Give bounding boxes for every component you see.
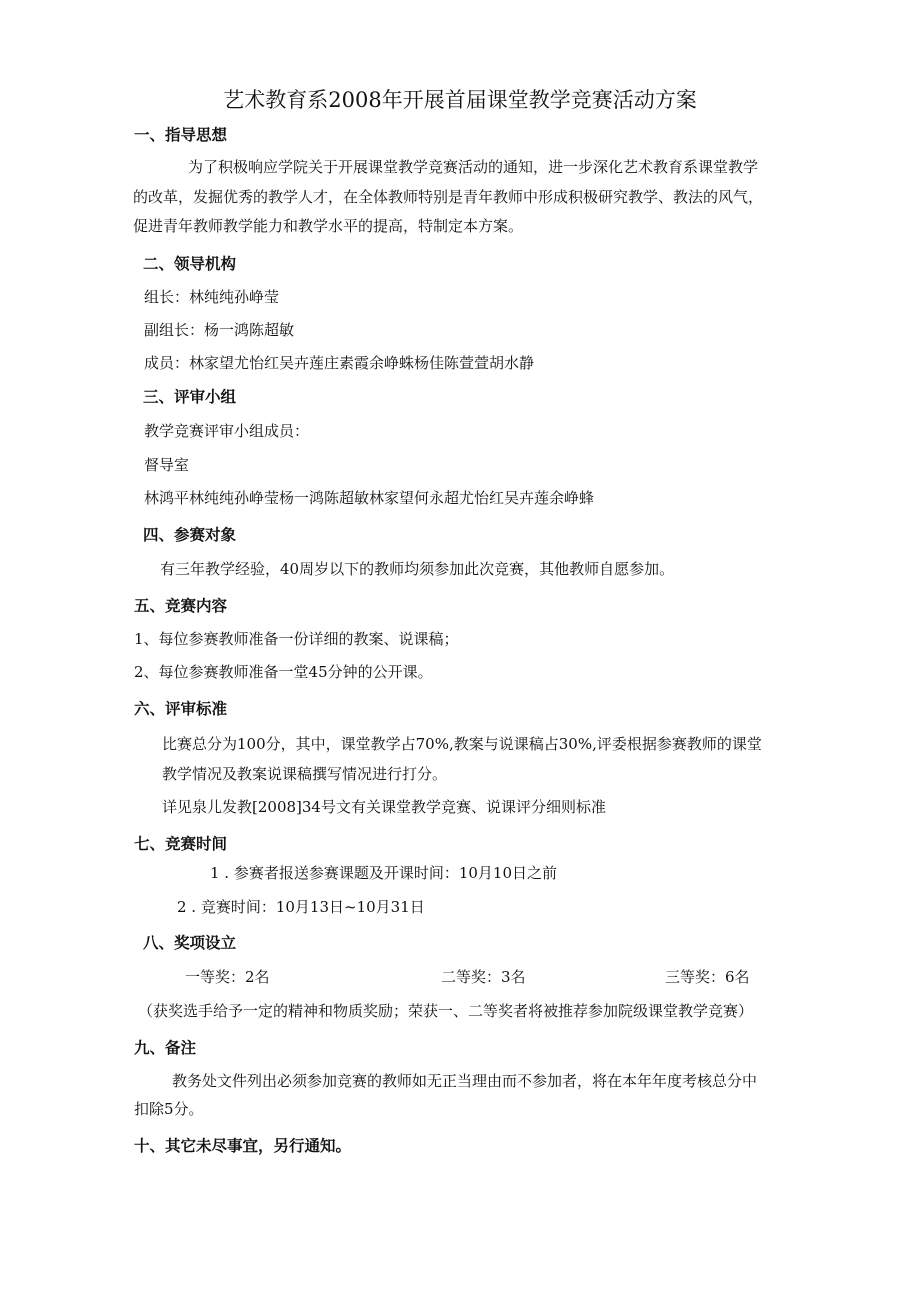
deputy-leader-line: 副组长：杨一鸿陈超敏: [144, 321, 295, 339]
section-heading-remarks: 九、备注: [134, 1039, 197, 1057]
paragraph-line: 为了积极响应学院关于开展课堂教学竞赛活动的通知，进一步深化艺术教育系课堂教学: [188, 158, 759, 176]
members-line: 成员：林家望尤怡红吴卉莲庄素霞余峥蛛杨佳陈萱萱胡水静: [144, 354, 535, 372]
list-item: 2、每位参赛教师准备一堂45分钟的公开课。: [134, 663, 433, 681]
section-heading-criteria: 六、评审标准: [134, 700, 228, 718]
leader-line: 组长：林纯纯孙峥莹: [144, 288, 280, 306]
paragraph-line: 详见泉儿发教[2008]34号文有关课堂教学竞赛、说课评分细则标准: [162, 798, 606, 816]
section-heading-leadership: 二、领导机构: [143, 255, 237, 273]
supervision-office: 督导室: [144, 456, 190, 474]
section-heading-content: 五、竞赛内容: [134, 597, 228, 615]
paragraph-line: 教学情况及教案说课稿撰写情况进行打分。: [162, 765, 448, 783]
paragraph-line: 教务处文件列出必须参加竞赛的教师如无正当理由而不参加者，将在本年年度考核总分中: [172, 1072, 758, 1090]
section-heading-guiding-ideology: 一、指导思想: [134, 126, 228, 144]
section-heading-awards: 八、奖项设立: [143, 934, 237, 952]
section-heading-schedule: 七、竞赛时间: [134, 835, 228, 853]
schedule-item: 1 . 参赛者报送参赛课题及开课时间：10月10日之前: [210, 864, 558, 882]
paragraph-line: 有三年教学经验，40周岁以下的教师均须参加此次竞赛，其他教师自愿参加。: [160, 560, 675, 578]
award-second-prize: 二等奖：3名: [441, 968, 526, 986]
review-group-intro: 教学竞赛评审小组成员：: [144, 422, 310, 440]
award-note: （获奖选手给予一定的精神和物质奖励；荣获一、二等奖者将被推荐参加院级课堂教学竞赛）: [138, 1002, 754, 1020]
document-title: 艺术教育系2008年开展首届课堂教学竞赛活动方案: [223, 88, 697, 112]
paragraph-line: 促进青年教师教学能力和教学水平的提高，特制定本方案。: [133, 217, 524, 235]
paragraph-line: 比赛总分为100分，其中，课堂教学占70%,教案与说课稿占30%,评委根据参赛教师的课堂: [162, 735, 762, 753]
award-first-prize: 一等奖：2名: [185, 968, 270, 986]
section-heading-participants: 四、参赛对象: [143, 526, 237, 544]
schedule-item: 2 . 竞赛时间：10月13日~10月31日: [177, 898, 425, 916]
award-third-prize: 三等奖：6名: [665, 968, 750, 986]
review-group-names: 林鸿平林纯纯孙峥莹杨一鸿陈超敏林家望何永超尤怡红吴卉莲余峥蜂: [144, 489, 595, 507]
paragraph-line: 扣除5分。: [134, 1100, 204, 1118]
section-heading-other-matters: 十、其它未尽事宜，另行通知。: [134, 1137, 352, 1155]
list-item: 1、每位参赛教师准备一份详细的教案、说课稿；: [134, 630, 459, 648]
section-heading-review-group: 三、评审小组: [143, 388, 237, 406]
paragraph-line: 的改革，发掘优秀的教学人才，在全体教师特别是青年教师中形成积极研究教学、教法的风气，: [133, 188, 764, 206]
